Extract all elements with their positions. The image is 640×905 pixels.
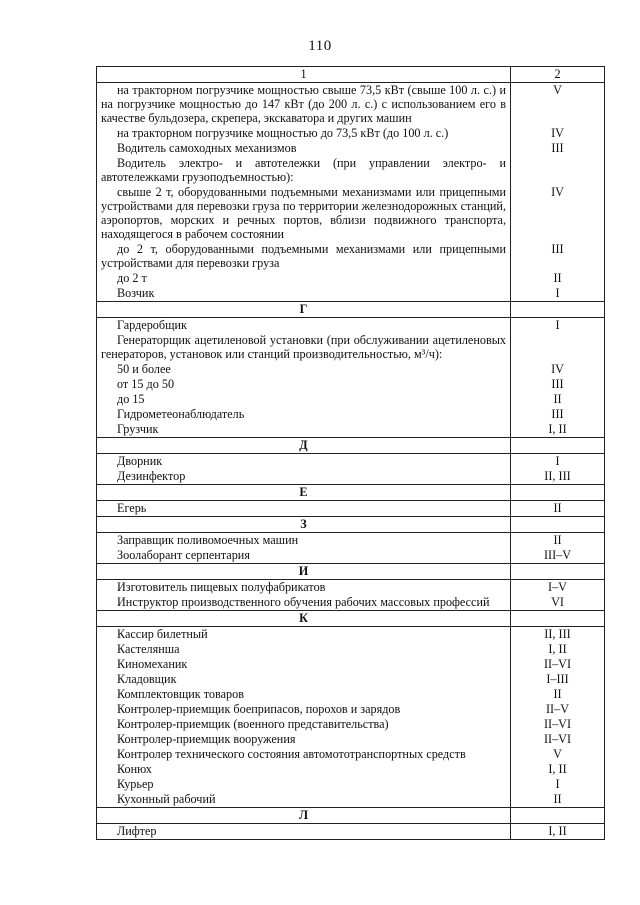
profession-name: Генераторщик ацетиленовой установки (при обслуживании ацетиленовых генераторов, установок или станций производительностью, м³/ч): xyxy=(97,333,511,362)
profession-name: до 2 т xyxy=(97,271,511,286)
page-number: 110 xyxy=(308,38,332,54)
section-letter-empty-cell xyxy=(511,611,605,627)
profession-name: Водитель самоходных механизмов xyxy=(97,141,511,156)
section-letter-empty-cell xyxy=(511,808,605,824)
profession-name: Кладовщик xyxy=(97,672,511,687)
profession-category: II xyxy=(511,687,605,702)
profession-name: на тракторном погрузчике мощностью свыше 73,5 кВт (свыше 100 л. с.) и на погрузчике мощностью до 147 кВт (до 200 л. с.) с использованием его в качестве бульдозера, скрепера, экскаватора и других машин xyxy=(97,83,511,127)
table-row xyxy=(97,242,605,271)
table-row xyxy=(97,777,605,792)
section-letter: Е xyxy=(97,485,511,501)
table-row xyxy=(97,501,605,517)
table-row xyxy=(97,126,605,141)
letter-section-row xyxy=(97,808,605,824)
profession-category xyxy=(511,156,605,185)
table-row xyxy=(97,762,605,777)
letter-section-row xyxy=(97,564,605,580)
profession-category: II–VI xyxy=(511,657,605,672)
profession-name: Комплектовщик товаров xyxy=(97,687,511,702)
section-letter-empty-cell xyxy=(511,302,605,318)
section-letter: З xyxy=(97,517,511,533)
table-row xyxy=(97,824,605,840)
table-row xyxy=(97,454,605,470)
profession-category: IV xyxy=(511,126,605,141)
profession-name: Возчик xyxy=(97,286,511,302)
profession-name: Грузчик xyxy=(97,422,511,438)
column-header-2: 2 xyxy=(511,67,605,83)
table-row xyxy=(97,702,605,717)
profession-category: II xyxy=(511,271,605,286)
section-letter-empty-cell xyxy=(511,438,605,454)
profession-category: III xyxy=(511,377,605,392)
profession-category: VI xyxy=(511,595,605,611)
profession-name: Егерь xyxy=(97,501,511,517)
table-row xyxy=(97,595,605,611)
profession-category: II–V xyxy=(511,702,605,717)
section-letter: К xyxy=(97,611,511,627)
column-header-1: 1 xyxy=(97,67,511,83)
table-row xyxy=(97,286,605,302)
profession-category: I–III xyxy=(511,672,605,687)
profession-category: II xyxy=(511,392,605,407)
profession-name: Кухонный рабочий xyxy=(97,792,511,808)
table-row xyxy=(97,627,605,643)
section-letter-empty-cell xyxy=(511,564,605,580)
table-row xyxy=(97,717,605,732)
profession-category: I–V xyxy=(511,580,605,596)
professions-table xyxy=(96,66,605,840)
profession-name: Дезинфектор xyxy=(97,469,511,485)
table-row xyxy=(97,407,605,422)
profession-category: III xyxy=(511,407,605,422)
profession-category: I xyxy=(511,318,605,334)
profession-category: II xyxy=(511,533,605,549)
table-row xyxy=(97,642,605,657)
profession-name: Дворник xyxy=(97,454,511,470)
profession-category: IV xyxy=(511,185,605,242)
profession-category: III–V xyxy=(511,548,605,564)
profession-category: I, II xyxy=(511,824,605,840)
table-row xyxy=(97,141,605,156)
table-row xyxy=(97,83,605,127)
table-row xyxy=(97,469,605,485)
profession-category: IV xyxy=(511,362,605,377)
table-row xyxy=(97,580,605,596)
profession-category: I, II xyxy=(511,422,605,438)
profession-name: Конюх xyxy=(97,762,511,777)
table-row xyxy=(97,333,605,362)
profession-category: II–VI xyxy=(511,717,605,732)
table-row xyxy=(97,687,605,702)
letter-section-row xyxy=(97,302,605,318)
table-row xyxy=(97,362,605,377)
profession-name: на тракторном погрузчике мощностью до 73,5 кВт (до 100 л. с.) xyxy=(97,126,511,141)
profession-name: Гидрометеонаблюдатель xyxy=(97,407,511,422)
table-row xyxy=(97,657,605,672)
section-letter-empty-cell xyxy=(511,485,605,501)
profession-name: Водитель электро- и автотележки (при управлении электро- и автотележками грузоподъемностью): xyxy=(97,156,511,185)
profession-category: II xyxy=(511,501,605,517)
table-row xyxy=(97,422,605,438)
profession-name: Зоолаборант серпентария xyxy=(97,548,511,564)
profession-name: Кастелянша xyxy=(97,642,511,657)
profession-name: Гардеробщик xyxy=(97,318,511,334)
profession-name: 50 и более xyxy=(97,362,511,377)
table-row xyxy=(97,792,605,808)
profession-category: II, III xyxy=(511,469,605,485)
profession-name: Контролер-приемщик вооружения xyxy=(97,732,511,747)
profession-category: III xyxy=(511,141,605,156)
profession-name: до 2 т, оборудованными подъемными механизмами или прицепными устройствами для перевозки груза xyxy=(97,242,511,271)
table-row xyxy=(97,185,605,242)
table-row xyxy=(97,156,605,185)
profession-name: до 15 xyxy=(97,392,511,407)
table-row xyxy=(97,377,605,392)
profession-category: I xyxy=(511,286,605,302)
profession-name: от 15 до 50 xyxy=(97,377,511,392)
profession-name: Изготовитель пищевых полуфабрикатов xyxy=(97,580,511,596)
profession-name: Заправщик поливомоечных машин xyxy=(97,533,511,549)
table-row xyxy=(97,732,605,747)
profession-name: Контролер технического состояния автомототранспортных средств xyxy=(97,747,511,762)
letter-section-row xyxy=(97,485,605,501)
table-row xyxy=(97,747,605,762)
profession-category: V xyxy=(511,83,605,127)
profession-name: Контролер-приемщик (военного представительства) xyxy=(97,717,511,732)
profession-category: V xyxy=(511,747,605,762)
table-row xyxy=(97,548,605,564)
profession-name: Лифтер xyxy=(97,824,511,840)
profession-name: Кассир билетный xyxy=(97,627,511,643)
letter-section-row xyxy=(97,611,605,627)
table-row xyxy=(97,318,605,334)
table-row xyxy=(97,271,605,286)
section-letter: Д xyxy=(97,438,511,454)
profession-name: свыше 2 т, оборудованными подъемными механизмами или прицепными устройствами для перевозки груза по территории железнодорожных станций, аэропортов, морских и речных портов, вблизи подвижного транспорта, находящегося в рабочем состоянии xyxy=(97,185,511,242)
table-row xyxy=(97,533,605,549)
profession-category: III xyxy=(511,242,605,271)
profession-category: II–VI xyxy=(511,732,605,747)
profession-category xyxy=(511,333,605,362)
profession-category: I, II xyxy=(511,642,605,657)
letter-section-row xyxy=(97,438,605,454)
profession-name: Киномеханик xyxy=(97,657,511,672)
profession-name: Инструктор производственного обучения рабочих массовых профессий xyxy=(97,595,511,611)
profession-category: I xyxy=(511,454,605,470)
section-letter: И xyxy=(97,564,511,580)
section-letter: Л xyxy=(97,808,511,824)
table-header-row xyxy=(97,67,605,83)
profession-category: II xyxy=(511,792,605,808)
letter-section-row xyxy=(97,517,605,533)
profession-name: Контролер-приемщик боеприпасов, порохов и зарядов xyxy=(97,702,511,717)
table-row xyxy=(97,392,605,407)
profession-category: I, II xyxy=(511,762,605,777)
profession-category: I xyxy=(511,777,605,792)
professions-table-body xyxy=(97,67,605,840)
section-letter-empty-cell xyxy=(511,517,605,533)
profession-name: Курьер xyxy=(97,777,511,792)
section-letter: Г xyxy=(97,302,511,318)
profession-category: II, III xyxy=(511,627,605,643)
table-row xyxy=(97,672,605,687)
